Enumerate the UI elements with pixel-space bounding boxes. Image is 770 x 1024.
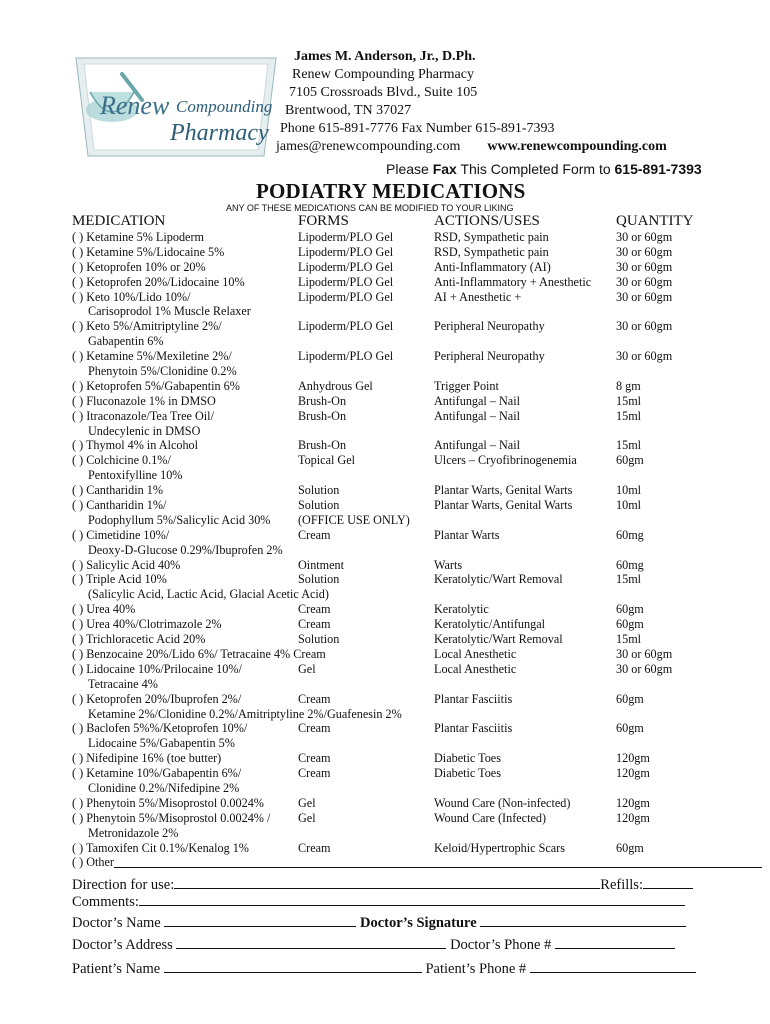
medication-name: ( ) Baclofen 5%%/Ketoprofen 10%/ [72,721,248,736]
svg-text:Pharmacy: Pharmacy [170,120,269,146]
medication-form: Lipoderm/PLO Gel [298,274,394,289]
medication-row[interactable] [72,602,712,617]
medication-name: ( ) Keto 5%/Amitriptyline 2%/ [72,319,222,334]
medication-form: Ointment [298,557,345,572]
pharmacist-name: James M. Anderson, Jr., D.Ph. [294,49,476,64]
medication-use: Plantar Warts [434,527,500,542]
medication-name: ( ) Other [72,855,114,870]
medication-name: ( ) Keto 10%/Lido 10%/ [72,289,191,304]
medication-name: ( ) Salicylic Acid 40% [72,557,181,572]
medication-name: ( ) Ketoprofen 10% or 20% [72,259,206,274]
medication-name: ( ) Nifedipine 16% (toe butter) [72,751,222,766]
medication-row[interactable] [72,811,712,826]
medication-name: ( ) Fluconazole 1% in DMSO [72,393,216,408]
medication-row[interactable] [72,438,712,453]
medication-name: ( ) Ketoprofen 20%/Ibuprofen 2%/ [72,691,242,706]
medication-name: Deoxy-D-Glucose 0.29%/Ibuprofen 2% [88,542,283,557]
medication-form: Cream [298,840,331,855]
medication-use: Keratolytic [434,602,489,617]
medication-row[interactable] [72,617,712,632]
medication-form: (OFFICE USE ONLY) [298,512,410,527]
medication-quantity: 120gm [616,766,650,781]
medication-use: Peripheral Neuropathy [434,349,545,364]
medication-row-continuation [72,424,712,439]
medication-name: ( ) Urea 40%/Clotrimazole 2% [72,617,222,632]
medication-row[interactable] [72,319,712,334]
medication-name: Metronidazole 2% [88,825,179,840]
medication-form: Lipoderm/PLO Gel [298,244,394,259]
medication-use: Keloid/Hypertrophic Scars [434,840,565,855]
medication-form: Brush-On [298,393,347,408]
patient-name-label: Patient’s Name [72,961,161,977]
medication-form: Gel [298,661,316,676]
medication-name: ( ) Cantharidin 1%/ [72,498,167,513]
medication-row-continuation [72,334,712,349]
medication-name: Pentoxifylline 10% [88,468,183,483]
medication-row[interactable] [72,572,712,587]
medication-quantity: 30 or 60gm [616,319,673,334]
pharmacy-email[interactable]: james@renewcompounding.com [276,139,461,154]
column-header-forms: FORMS [298,213,349,229]
medication-name: Phenytoin 5%/Clonidine 0.2% [88,364,237,379]
medication-quantity: 30 or 60gm [616,646,673,661]
medication-row[interactable] [72,751,712,766]
medication-form: Lipoderm/PLO Gel [298,319,394,334]
medication-use: RSD, Sympathetic pain [434,230,549,244]
medication-row[interactable] [72,558,712,573]
medication-use: Keratolytic/Antifungal [434,617,546,632]
medication-use: Antifungal – Nail [434,408,520,423]
medication-form: Solution [298,498,340,513]
medication-name: Ketamine 2%/Clonidine 0.2%/Amitriptyline 2%/Guafenesin 2% [88,706,402,721]
medication-quantity: 30 or 60gm [616,289,673,304]
medication-name: ( ) Ketamine 5% Lipoderm [72,230,204,244]
page-subtitle: ANY OF THESE MEDICATIONS CAN BE MODIFIED TO YOUR LIKING [226,203,514,213]
medication-quantity: 30 or 60gm [616,259,673,274]
medication-quantity: 15ml [616,632,642,647]
medication-form: Gel [298,810,316,825]
pharmacy-city: Brentwood, TN 37027 [285,103,412,118]
medication-use: Diabetic Toes [434,751,501,766]
medication-use: AI + Anesthetic + [434,289,522,304]
column-header-medication: MEDICATION [72,213,166,229]
doctor-phone-label: Doctor’s Phone # [450,937,552,953]
medication-form: Cream [298,751,331,766]
medication-row-other[interactable] [72,855,712,870]
medication-use: Plantar Fasciitis [434,691,513,706]
medication-row-continuation [72,736,712,751]
medication-row[interactable] [72,409,712,424]
doctor-signature-field[interactable] [480,914,686,927]
pharmacy-name: Renew Compounding Pharmacy [292,67,474,82]
medication-use: Trigger Point [434,378,499,393]
medication-name: ( ) Tamoxifen Cit 0.1%/Kenalog 1% [72,840,249,855]
doctor-name-field[interactable] [164,914,356,927]
medication-quantity: 30 or 60gm [616,661,673,676]
medication-form: Solution [298,483,340,498]
medication-row-continuation [72,587,712,602]
medication-row[interactable] [72,290,712,305]
medication-name: ( ) Cimetidine 10%/ [72,527,170,542]
doctor-address-field[interactable] [176,936,446,949]
medication-row-continuation [72,468,712,483]
medication-use: Local Anesthetic [434,646,517,661]
medication-name: ( ) Triple Acid 10% [72,572,167,587]
medication-name: ( ) Cantharidin 1% [72,483,164,498]
medication-quantity: 15ml [616,438,642,453]
medication-use: Plantar Warts, Genital Warts [434,498,573,513]
medication-quantity: 30 or 60gm [616,244,673,259]
medication-row-continuation [72,304,712,319]
medication-form: Cream [298,617,331,632]
comments-label: Comments: [72,894,139,910]
medication-use: Local Anesthetic [434,661,517,676]
medication-use: Diabetic Toes [434,766,501,781]
medication-use: Anti-Inflammatory + Anesthetic [434,274,592,289]
medication-name: Podophyllum 5%/Salicylic Acid 30% [88,512,271,527]
doctor-name-row [72,914,686,932]
medication-row[interactable] [72,528,712,543]
medication-form: Brush-On [298,438,347,453]
medication-row[interactable] [72,721,712,736]
medication-row[interactable] [72,483,712,498]
medication-form: Solution [298,572,340,587]
medication-list [72,230,712,870]
medication-quantity: 60gm [616,617,644,632]
refills-field[interactable] [643,876,693,889]
medication-name: (Salicylic Acid, Lactic Acid, Glacial Acetic Acid) [88,587,329,602]
medication-name: Tetracaine 4% [88,676,158,691]
medication-row-continuation [72,707,712,722]
medication-row[interactable] [72,394,712,409]
doctor-phone-field[interactable] [555,936,675,949]
pharmacy-address: 7105 Crossroads Blvd., Suite 105 [289,85,478,100]
medication-use: Antifungal – Nail [434,393,520,408]
pharmacy-website[interactable]: www.renewcompounding.com [487,139,667,154]
pharmacy-logo [70,52,280,162]
svg-text:Renew: Renew [100,91,170,120]
medication-quantity: 60gm [616,602,644,617]
medication-row[interactable] [72,498,712,513]
doctor-address-label: Doctor’s Address [72,937,173,953]
medication-form: Lipoderm/PLO Gel [298,230,394,244]
patient-name-row [72,960,696,978]
medication-name: ( ) Ketamine 5%/Lidocaine 5% [72,244,225,259]
medication-name: ( ) Thymol 4% in Alcohol [72,438,199,453]
patient-name-field[interactable] [164,960,422,973]
medication-row-continuation [72,677,712,692]
medication-row[interactable] [72,692,712,707]
medication-quantity: 60gm [616,840,644,855]
medication-row[interactable] [72,662,712,677]
medication-form: Topical Gel [298,453,356,468]
pharmacy-contact [276,138,667,156]
medication-name: ( ) Ketamine 10%/Gabapentin 6%/ [72,766,242,781]
medication-use: Peripheral Neuropathy [434,319,545,334]
medication-quantity: 120gm [616,751,650,766]
medication-name: ( ) Lidocaine 10%/Prilocaine 10%/ [72,661,242,676]
medication-name: ( ) Colchicine 0.1%/ [72,453,171,468]
column-header-actions: ACTIONS/USES [434,213,540,229]
medication-name: ( ) Itraconazole/Tea Tree Oil/ [72,408,214,423]
medication-name: ( ) Urea 40% [72,602,136,617]
pharmacy-phone-fax: Phone 615-891-7776 Fax Number 615-891-7393 [280,121,555,136]
medication-form: Cream [298,691,331,706]
medication-row[interactable] [72,632,712,647]
medication-form: Cream [298,527,331,542]
other-medication-field[interactable] [114,855,762,868]
medication-use: Antifungal – Nail [434,438,520,453]
medication-quantity: 120gm [616,795,650,810]
medication-quantity: 30 or 60gm [616,274,673,289]
medication-row-continuation [72,826,712,841]
medication-row[interactable] [72,647,712,662]
doctor-signature-label: Doctor’s Signature [359,915,477,931]
medication-name: ( ) Ketoprofen 5%/Gabapentin 6% [72,378,240,393]
medication-use: Warts [434,557,463,572]
svg-text:Compounding: Compounding [176,97,273,116]
medication-quantity: 30 or 60gm [616,230,673,244]
medication-use: Ulcers – Cryofibrinogenemia [434,453,577,468]
comments-row [72,893,685,911]
medication-form: Lipoderm/PLO Gel [298,349,394,364]
medication-row-continuation [72,364,712,379]
direction-label: Direction for use: [72,877,175,893]
medication-name: Carisoprodol 1% Muscle Relaxer [88,304,251,319]
medication-quantity: 15ml [616,408,642,423]
medication-quantity: 8 gm [616,378,641,393]
comments-field[interactable] [139,893,685,906]
medication-form: Lipoderm/PLO Gel [298,259,394,274]
medication-use: Anti-Inflammatory (AI) [434,259,551,274]
medication-use: Plantar Warts, Genital Warts [434,483,573,498]
column-header-quantity: QUANTITY [616,213,694,229]
medication-row-continuation [72,781,712,796]
medication-name: ( ) Trichloracetic Acid 20% [72,632,206,647]
medication-use: Keratolytic/Wart Removal [434,572,563,587]
patient-phone-field[interactable] [530,960,696,973]
medication-row[interactable] [72,766,712,781]
medication-row[interactable] [72,230,712,245]
medication-quantity: 30 or 60gm [616,349,673,364]
refills-label: Refills: [600,877,643,893]
medication-form: Solution [298,632,340,647]
medication-quantity: 15ml [616,393,642,408]
medication-row-continuation [72,513,712,528]
medication-form: Anhydrous Gel [298,378,373,393]
fax-instruction: Please Fax This Completed Form to 615-891-7393 [386,161,702,177]
medication-row[interactable] [72,796,712,811]
medication-use: RSD, Sympathetic pain [434,244,549,259]
medication-row[interactable] [72,841,712,856]
medication-quantity: 60mg [616,557,644,572]
direction-for-use-row [72,876,693,894]
medication-form: Gel [298,795,316,810]
medication-row[interactable] [72,453,712,468]
medication-name: Lidocaine 5%/Gabapentin 5% [88,736,235,751]
medication-use: Wound Care (Non-infected) [434,795,571,810]
medication-row[interactable] [72,379,712,394]
doctor-address-row [72,936,675,954]
medication-name: Clonidine 0.2%/Nifedipine 2% [88,780,240,795]
medication-row-continuation [72,543,712,558]
medication-name: ( ) Phenytoin 5%/Misoprostol 0.0024% [72,795,264,810]
medication-form: Brush-On [298,408,347,423]
page-title: PODIATRY MEDICATIONS [256,179,526,203]
direction-field[interactable] [174,876,600,889]
medication-name: ( ) Ketoprofen 20%/Lidocaine 10% [72,274,245,289]
doctor-name-label: Doctor’s Name [72,915,161,931]
medication-row[interactable] [72,260,712,275]
medication-name: ( ) Ketamine 5%/Mexiletine 2%/ [72,349,232,364]
medication-quantity: 120gm [616,810,650,825]
medication-row[interactable] [72,275,712,290]
medication-name: ( ) Benzocaine 20%/Lido 6%/ Tetracaine 4% Cream [72,646,326,661]
medication-name: Gabapentin 6% [88,334,164,349]
patient-phone-label: Patient’s Phone # [425,961,527,977]
medication-form: Lipoderm/PLO Gel [298,289,394,304]
medication-quantity: 60gm [616,721,644,736]
medication-quantity: 10ml [616,483,642,498]
medication-quantity: 60gm [616,691,644,706]
medication-name: Undecylenic in DMSO [88,423,201,438]
medication-quantity: 60mg [616,527,644,542]
medication-row[interactable] [72,245,712,260]
medication-form: Cream [298,766,331,781]
medication-form: Cream [298,721,331,736]
medication-use: Keratolytic/Wart Removal [434,632,563,647]
medication-use: Wound Care (Infected) [434,810,547,825]
medication-quantity: 15ml [616,572,642,587]
medication-form: Cream [298,602,331,617]
medication-name: ( ) Phenytoin 5%/Misoprostol 0.0024% / [72,810,271,825]
medication-quantity: 60gm [616,453,644,468]
medication-quantity: 10ml [616,498,642,513]
medication-use: Plantar Fasciitis [434,721,513,736]
medication-row[interactable] [72,349,712,364]
